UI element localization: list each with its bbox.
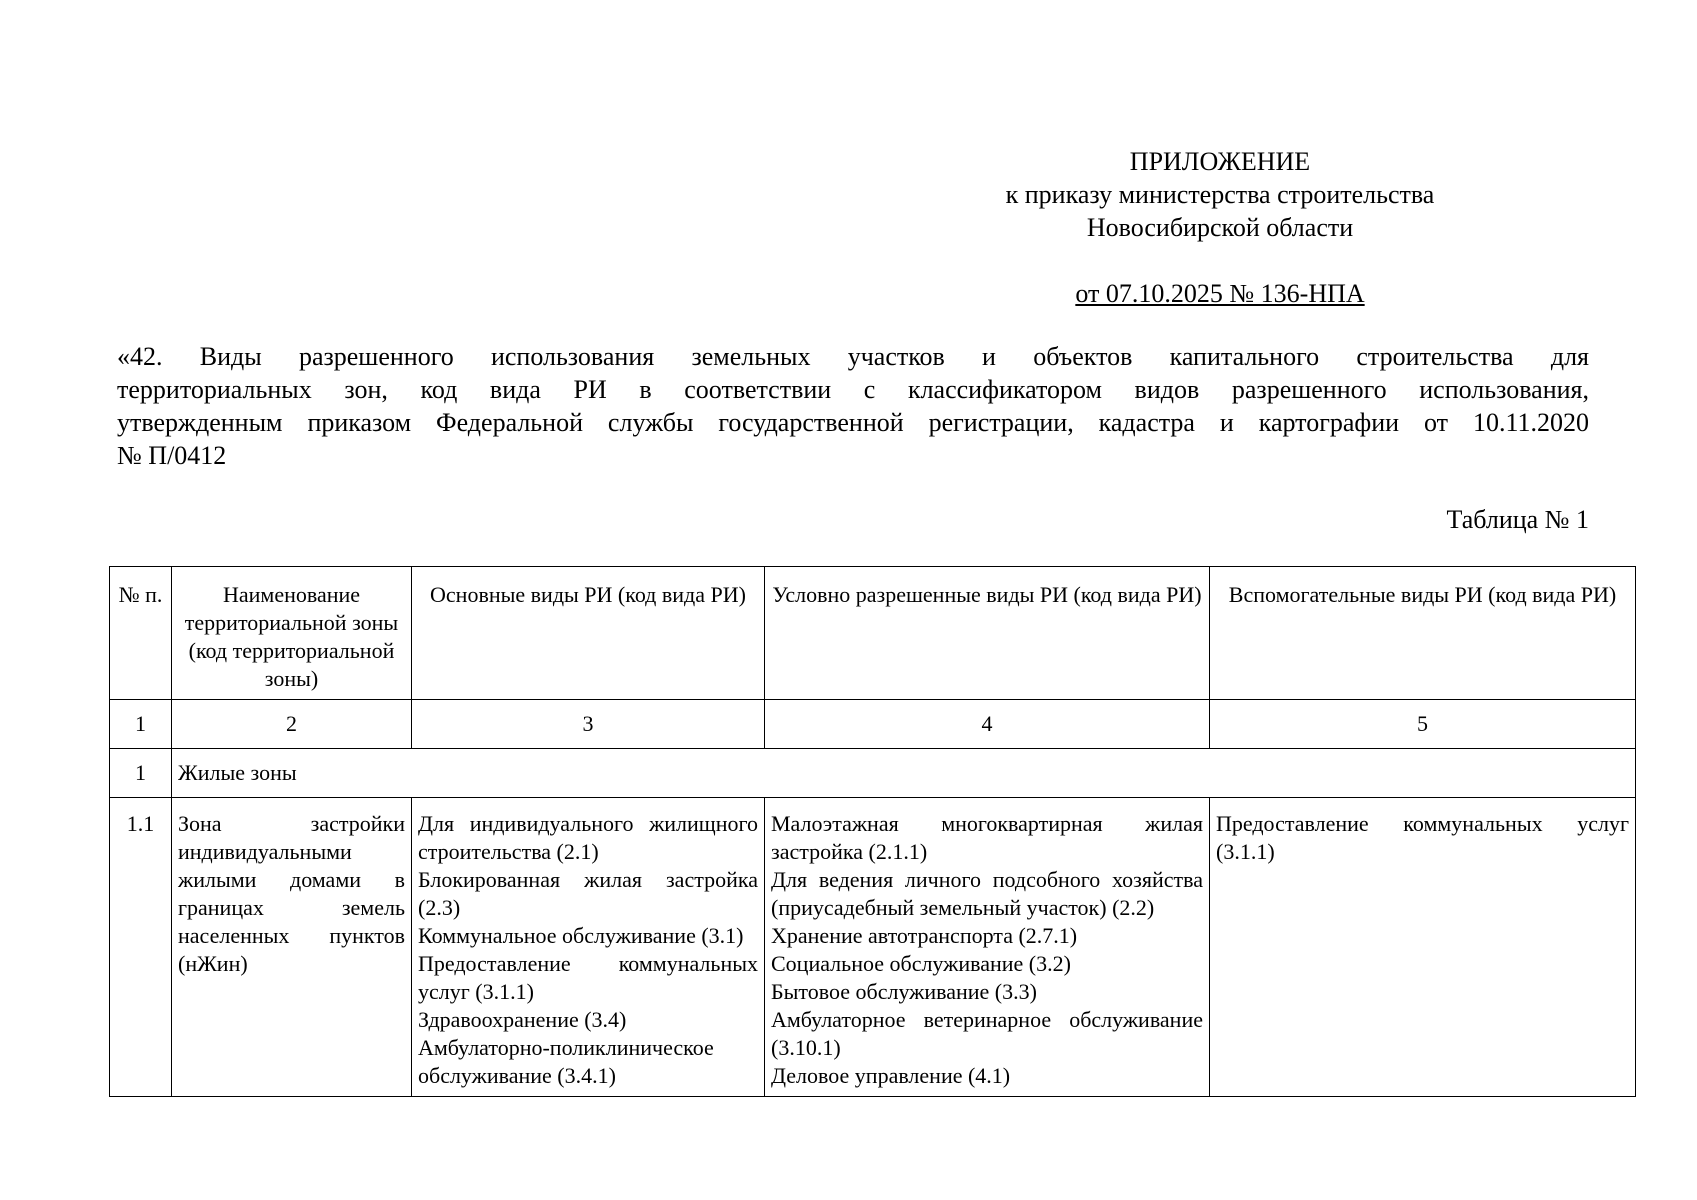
column-number-row [110,700,1636,749]
column-number-cell: 2 [172,700,412,749]
section-label: Жилые зоны [172,749,1636,798]
main-uses-cell [412,798,765,1097]
header-cell-conditional-uses: Условно разрешенные виды РИ (код вида РИ) [765,567,1210,700]
intro-line: территориальных зон, код вида РИ в соответствии с классификатором видов разрешенного использования, [117,375,1589,404]
conditional-use-item: Бытовое обслуживание (3.3) [771,979,1037,1004]
conditional-use-item: Деловое управление (4.1) [771,1063,1011,1088]
header-cell-main-uses: Основные виды РИ (код вида РИ) [412,567,765,700]
zone-name-cell [172,798,412,1097]
header-cell-zone-name: Наименование территориальной зоны (код территориальной зоны) [172,567,412,700]
intro-paragraph [117,340,1589,472]
conditional-use-item: Малоэтажная многоквартирная жилая застройка (2.1.1) [771,811,1203,864]
zone-name: Зона застройки индивидуальными жилыми домами в границах земель населенных пунктов (нЖин) [178,811,405,976]
header-cell-auxiliary-uses: Вспомогательные виды РИ (код вида РИ) [1210,567,1636,700]
main-use-item: Коммунальное обслуживание (3.1) [418,923,744,948]
main-use-item: Здравоохранение (3.4) [418,1007,627,1032]
auxiliary-uses-cell [1210,798,1636,1097]
order-reference: от 07.10.2025 № 136-НПА [1075,279,1365,308]
column-number-cell: 1 [110,700,172,749]
conditional-use-item: Социальное обслуживание (3.2) [771,951,1071,976]
main-use-item: Для индивидуального жилищного строительства (2.1) [418,811,758,864]
row-number: 1.1 [110,798,172,1097]
column-number-cell: 3 [412,700,765,749]
appendix-title: ПРИЛОЖЕНИЕ [1129,147,1311,176]
main-use-item: Предоставление коммунальных услуг (3.1.1) [418,951,758,1004]
conditional-uses-cell [765,798,1210,1097]
header-cell-number: № п. [110,567,172,700]
conditional-use-item: Амбулаторное ветеринарное обслуживание (3.10.1) [771,1007,1203,1060]
main-use-item: Блокированная жилая застройка (2.3) [418,867,758,920]
appendix-header [960,145,1480,244]
intro-line: № П/0412 [117,441,227,470]
main-use-item: Амбулаторно-поликлиническое обслуживание (3.4.1) [418,1035,714,1088]
appendix-subtitle-line-1: к приказу министерства строительства [1005,180,1435,209]
auxiliary-use-item: Предоставление коммунальных услуг (3.1.1) [1216,811,1629,864]
table-row [110,798,1636,1097]
intro-line: утвержденным приказом Федеральной службы государственной регистрации, кадастра и картографии от 10.11.2020 [117,408,1589,437]
permitted-use-table [109,566,1636,1097]
table-header-row [110,567,1636,700]
column-number-cell: 5 [1210,700,1636,749]
conditional-use-item: Хранение автотранспорта (2.7.1) [771,923,1078,948]
column-number-cell: 4 [765,700,1210,749]
intro-line: «42. Виды разрешенного использования земельных участков и объектов капитального строительства для [117,342,1589,371]
section-number: 1 [110,749,172,798]
appendix-subtitle-line-2: Новосибирской области [1086,213,1354,242]
table-label: Таблица № 1 [1446,505,1589,534]
section-row-residential [110,749,1636,798]
conditional-use-item: Для ведения личного подсобного хозяйства (приусадебный земельный участок) (2.2) [771,867,1203,920]
